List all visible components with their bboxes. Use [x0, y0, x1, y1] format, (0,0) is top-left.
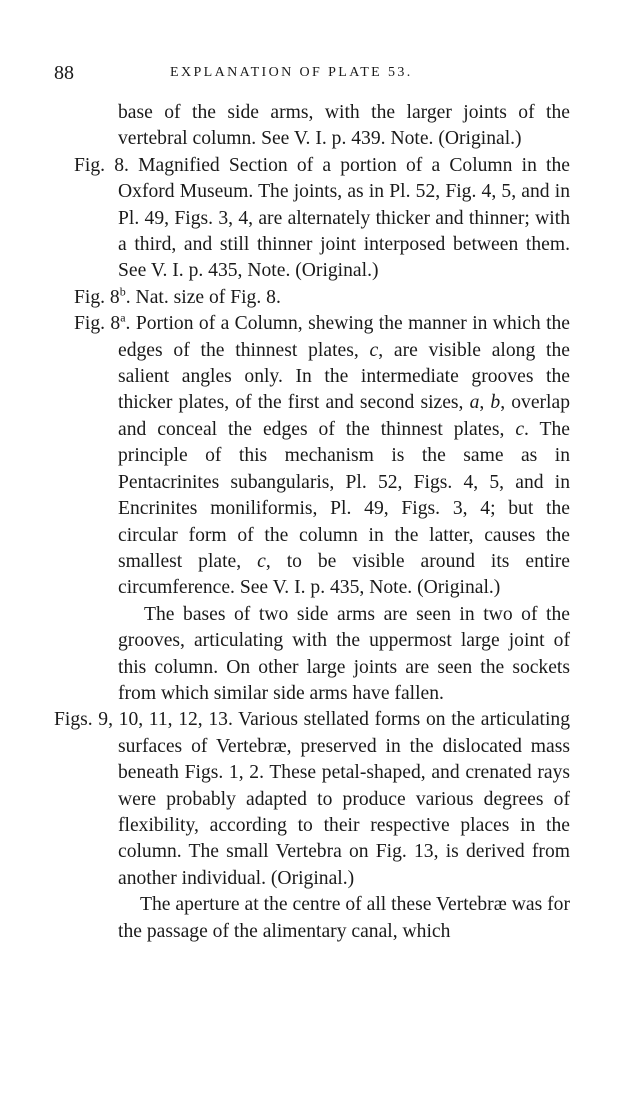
- figure-entry-8b: [74, 285, 570, 311]
- body-text: [54, 100, 571, 945]
- page-header: [0, 62, 631, 86]
- figure-entry-8a: [74, 311, 570, 601]
- page-number: 88: [54, 62, 74, 84]
- figure-description: Nat. size of Fig. 8.: [135, 286, 281, 308]
- figure-label: Fig. 8$^a$.: [74, 310, 131, 335]
- figure-description: Magnified Section of a portion of a Column in the Oxford Museum. The joints, as in Pl. 52, Fig. 4, 5, and in Pl. 49, Figs. 3, 4, are alternately thicker and thinner; with a third, and still thinner joint interposed between them. See V. I. p. 435, Note. (Original.): [118, 154, 570, 282]
- continuation-paragraph: [74, 100, 570, 153]
- body-paragraph: [74, 892, 570, 945]
- figure-label-superscript: b: [119, 284, 126, 299]
- figure-label-superscript: a: [120, 310, 126, 325]
- body-paragraph: [74, 602, 570, 708]
- running-head: EXPLANATION OF PLATE 53.: [170, 65, 413, 80]
- paragraph-text: The bases of two side arms are seen in two of the grooves, articulating with the uppermost large joint of this column. On other large joints are seen the sockets from which similar side arms have fallen.: [118, 603, 570, 704]
- plate-letter: c: [515, 418, 525, 440]
- entry-text: base of the side arms, with the larger joints of the vertebral column. See V. I. p. 439. Note. (Original.): [118, 102, 570, 150]
- figure-entry-8: [74, 153, 570, 285]
- plate-letter: a: [469, 392, 480, 414]
- figure-description: Portion of a Column, shewing the manner in which the edges of the thinnest plates, c, are visible along the salient angles only. In the intermediate grooves the thicker plates, of the first and second sizes, a, b, overlap and conceal the edges of the thinnest plates, c. The principle of this mechanism is the same as in Pentacrinites subangularis, Pl. 52, Figs. 4, 5, and in Encrinites moniliformis, Pl. 49, Figs. 3, 4; but the circular form of the column in the latter, causes the smallest plate, c, to be visible around its entire circumference. See V. I. p. 435, Note. (Original.): [118, 313, 571, 599]
- plate-letter: b: [490, 392, 501, 414]
- figure-entry-9-13: [54, 707, 570, 892]
- plate-letter: c: [369, 339, 379, 361]
- figure-label: Figs. 9, 10, 11, 12, 13.: [54, 709, 233, 731]
- figure-description: Various stellated forms on the articulating surfaces of Vertebræ, preserved in the dislocated mass beneath Figs. 1, 2. These petal-shaped, and crenated rays were probably adapted to produce various degrees of flexibility, according to their respective places in the column. The small Vertebra on Fig. 13, is derived from another individual. (Original.): [118, 709, 570, 889]
- figure-label: Fig. 8$^b$.: [74, 284, 131, 308]
- figure-label: Fig. 8.: [74, 154, 129, 176]
- paragraph-text: The aperture at the centre of all these Vertebræ was for the passage of the alimentary canal, which: [118, 894, 570, 942]
- plate-letter: c: [257, 550, 266, 572]
